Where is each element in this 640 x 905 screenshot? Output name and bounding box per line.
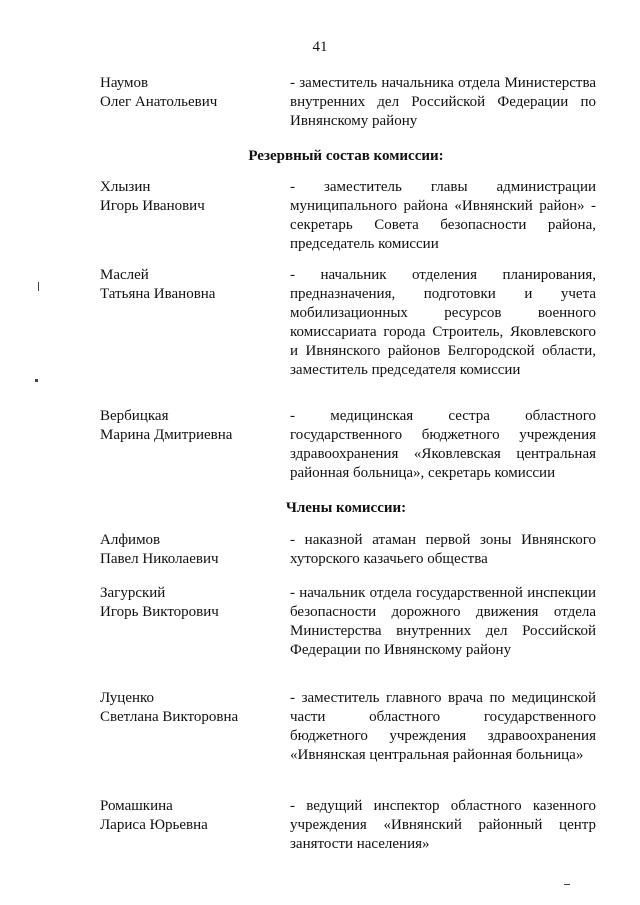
person-surname: Ромашкина xyxy=(100,798,173,814)
person-name xyxy=(100,584,280,622)
person-role: - заместитель начальника отдела Министерства внутренних дел Российской Федерации по Ивнянскому району xyxy=(290,75,596,129)
person-surname: Алфимов xyxy=(100,532,161,548)
person-name xyxy=(100,74,280,112)
scan-speck xyxy=(35,379,38,382)
person-given-name: Игорь Викторович xyxy=(100,604,219,620)
person-given-name: Светлана Викторовна xyxy=(100,709,239,725)
person-surname: Наумов xyxy=(100,75,149,91)
scan-speck xyxy=(38,282,39,291)
person-name xyxy=(100,407,280,445)
person-given-name: Олег Анатольевич xyxy=(100,94,218,110)
person-given-name: Павел Николаевич xyxy=(100,551,219,567)
person-role: - заместитель главного врача по медицинской части областного государственного бюджетного учреждения здравоохранения «Ивнянская центральная районная больница» xyxy=(290,690,596,763)
person-given-name: Игорь Иванович xyxy=(100,198,205,214)
person-name xyxy=(100,797,280,835)
person-surname: Хлызин xyxy=(100,179,151,195)
person-name xyxy=(100,266,280,304)
person-role: - начальник отделения планирования, предназначения, подготовки и учета мобилизационных ресурсов военного комиссариата города Строитель, Яковлевского и Ивнянского районов Белгородской области, заместитель председателя комиссии xyxy=(290,267,596,378)
scan-speck xyxy=(564,884,570,885)
person-surname: Вербицкая xyxy=(100,408,169,424)
person-name xyxy=(100,178,280,216)
person-name xyxy=(100,531,280,569)
person-surname: Луценко xyxy=(100,690,155,706)
person-role: - начальник отдела государственной инспекции безопасности дорожного движения отдела Министерства внутренних дел Российской Федерации по Ивнянскому району xyxy=(290,585,596,658)
person-given-name: Марина Дмитриевна xyxy=(100,427,233,443)
members-section-heading: Члены комиссии: xyxy=(285,500,407,516)
person-surname: Маслей xyxy=(100,267,149,283)
person-role: - заместитель главы администрации муниципального района «Ивнянский район» - секретарь Совета безопасности района, председатель комиссии xyxy=(290,179,596,252)
person-name xyxy=(100,689,280,727)
person-role: - ведущий инспектор областного казенного учреждения «Ивнянский районный центр занятости населения» xyxy=(290,798,596,852)
reserve-section-heading: Резервный состав комиссии: xyxy=(248,148,444,164)
person-surname: Загурский xyxy=(100,585,166,601)
person-given-name: Лариса Юрьевна xyxy=(100,817,208,833)
person-role: - наказной атаман первой зоны Ивнянского хуторского казачьего общества xyxy=(290,532,596,567)
person-role: - медицинская сестра областного государственного бюджетного учреждения здравоохранения «Яковлевская центральная районная больница», секретарь комиссии xyxy=(290,408,596,481)
person-given-name: Татьяна Ивановна xyxy=(100,286,216,302)
page-number: 41 xyxy=(312,39,328,55)
